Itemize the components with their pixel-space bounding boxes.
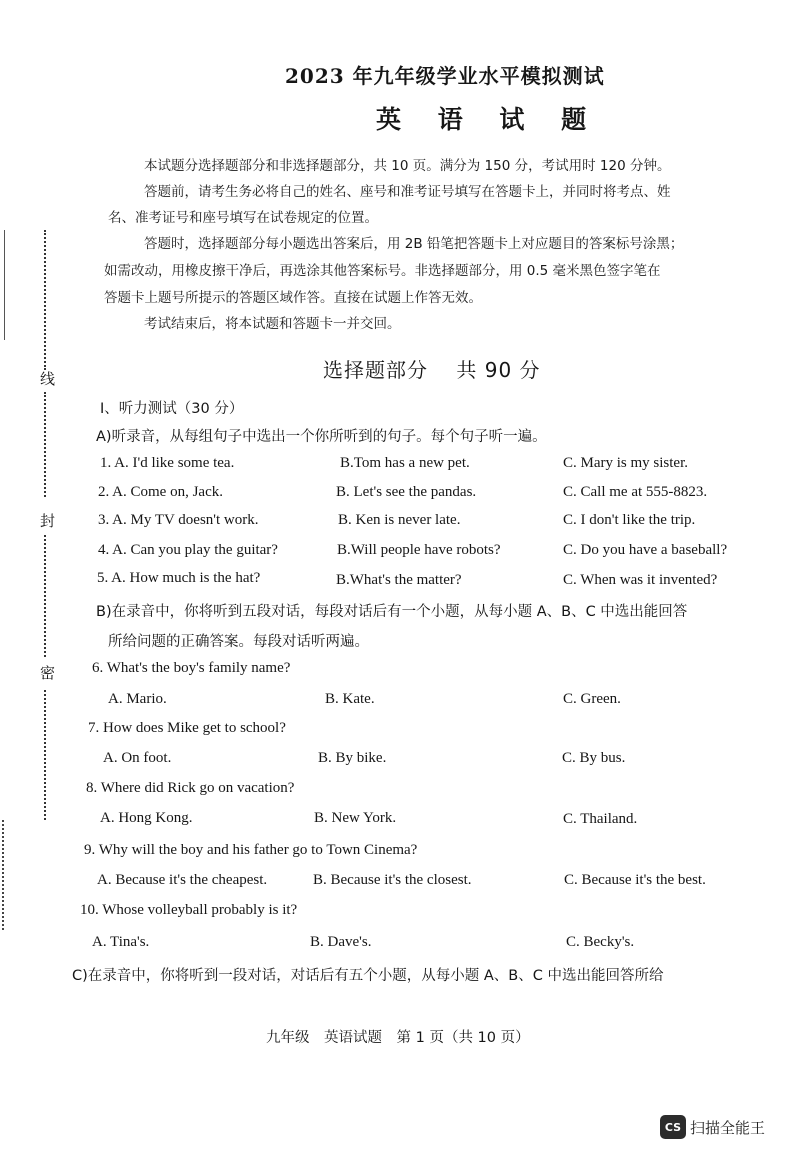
binding-dotted-line bbox=[44, 690, 46, 820]
q9-option-a: A. Because it's the cheapest. bbox=[97, 872, 268, 888]
q8-option-a: A. Hong Kong. bbox=[100, 810, 193, 826]
q10-option-c: C. Becky's. bbox=[566, 934, 635, 950]
q7-question: 7. How does Mike get to school? bbox=[88, 720, 286, 736]
exam-subtitle: 英 语 试 题 bbox=[376, 105, 601, 134]
q3-option-b: B. Ken is never late. bbox=[338, 512, 461, 528]
q8-option-c: C. Thailand. bbox=[563, 811, 638, 827]
instruction-line: 答题卡上题号所提示的答题区域作答。直接在试题上作答无效。 bbox=[104, 290, 482, 306]
exam-title: 2023 年九年级学业水平模拟测试 bbox=[285, 64, 605, 88]
q2-option-b: B. Let's see the pandas. bbox=[336, 484, 477, 500]
q1-option-a: 1. A. I'd like some tea. bbox=[100, 455, 235, 471]
q4-option-c: C. Do you have a baseball? bbox=[563, 542, 728, 558]
q5-option-c: C. When was it invented? bbox=[563, 572, 718, 588]
instruction-line: 如需改动，用橡皮擦干净后，再选涂其他答案标号。非选择题部分，用 0.5 毫米黑色签字笔在 bbox=[104, 263, 661, 279]
binding-dotted-line bbox=[44, 535, 46, 657]
binding-edge-line bbox=[4, 230, 5, 340]
q9-option-c: C. Because it's the best. bbox=[564, 872, 706, 888]
q2-option-c: C. Call me at 555-8823. bbox=[563, 484, 708, 500]
q8-option-b: B. New York. bbox=[314, 810, 397, 826]
q10-option-a: A. Tina's. bbox=[92, 934, 150, 950]
q2-option-a: 2. A. Come on, Jack. bbox=[98, 484, 223, 500]
q8-question: 8. Where did Rick go on vacation? bbox=[86, 780, 295, 796]
scanner-watermark-text: 扫描全能王 bbox=[690, 1118, 766, 1137]
q9-option-b: B. Because it's the closest. bbox=[313, 872, 472, 888]
q1-option-c: C. Mary is my sister. bbox=[563, 455, 689, 471]
instruction-line: 本试题分选择题部分和非选择题部分，共 10 页。满分为 150 分，考试用时 120 分钟。 bbox=[144, 158, 671, 174]
binding-edge-dots bbox=[2, 820, 4, 930]
instruction-line: 考试结束后，将本试题和答题卡一并交回。 bbox=[144, 316, 401, 332]
q6-option-a: A. Mario. bbox=[108, 691, 167, 707]
q7-option-b: B. By bike. bbox=[318, 750, 387, 766]
camscanner-logo-icon: CS bbox=[660, 1115, 686, 1139]
binding-dotted-line bbox=[44, 230, 46, 370]
q7-option-c: C. By bus. bbox=[562, 750, 626, 766]
q10-option-b: B. Dave's. bbox=[310, 934, 372, 950]
part1-heading: I、听力测试（30 分） bbox=[100, 401, 244, 417]
q7-option-a: A. On foot. bbox=[103, 750, 172, 766]
sectionA-instruction: A)听录音，从每组句子中选出一个你所听到的句子。每个句子听一遍。 bbox=[96, 429, 547, 445]
q9-question: 9. Why will the boy and his father go to Town Cinema? bbox=[84, 842, 418, 858]
sectionB-instruction: B)在录音中，你将听到五段对话，每段对话后有一个小题，从每小题 A、B、C 中选出能回答 bbox=[96, 604, 688, 620]
instruction-line: 答题时，选择题部分每小题选出答案后，用 2B 铅笔把答题卡上对应题目的答案标号涂黑； bbox=[144, 236, 684, 252]
q3-option-a: 3. A. My TV doesn't work. bbox=[98, 512, 259, 528]
q5-option-b: B.What's the matter? bbox=[336, 572, 462, 588]
binding-char-feng: 封 bbox=[40, 512, 56, 530]
q5-option-a: 5. A. How much is the hat? bbox=[97, 570, 261, 586]
q3-option-c: C. I don't like the trip. bbox=[563, 512, 696, 528]
binding-char-mi: 密 bbox=[40, 664, 56, 682]
q1-option-b: B.Tom has a new pet. bbox=[340, 455, 470, 471]
instruction-line: 答题前，请考生务必将自己的姓名、座号和准考证号填写在答题卡上，并同时将考点、姓 bbox=[144, 184, 671, 200]
q6-option-b: B. Kate. bbox=[325, 691, 375, 707]
q4-option-a: 4. A. Can you play the guitar? bbox=[98, 542, 278, 558]
q4-option-b: B.Will people have robots? bbox=[337, 542, 501, 558]
sectionC-instruction: C)在录音中，你将听到一段对话，对话后有五个小题，从每小题 A、B、C 中选出能回答所给 bbox=[72, 968, 664, 984]
instruction-line: 名、准考证号和座号填写在试卷规定的位置。 bbox=[108, 210, 378, 226]
sectionB-instruction-cont: 所给问题的正确答案。每段对话听两遍。 bbox=[108, 634, 369, 650]
q6-question: 6. What's the boy's family name? bbox=[92, 660, 291, 676]
q10-question: 10. Whose volleyball probably is it? bbox=[80, 902, 298, 918]
q6-option-c: C. Green. bbox=[563, 691, 621, 707]
page-footer: 九年级 英语试题 第 1 页（共 10 页） bbox=[266, 1030, 530, 1046]
scanner-watermark bbox=[660, 1114, 765, 1140]
section-heading: 选择题部分 共 90 分 bbox=[323, 358, 541, 382]
binding-char-xian: 线 bbox=[40, 370, 56, 388]
binding-dotted-line bbox=[44, 392, 46, 497]
